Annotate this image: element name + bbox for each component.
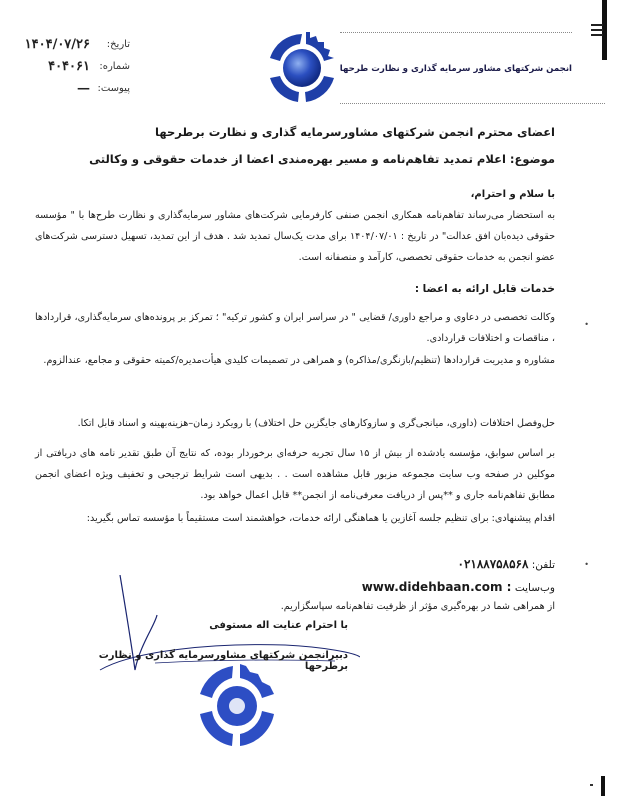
org-name: انجمن شرکتهای مشاور سرمایه گذاری و نظارت طرحها	[339, 64, 572, 74]
attachment-row	[20, 77, 130, 99]
addressee: اعضای محترم انجمن شرکتهای مشاورسرمایه گذاری و نظارت برطرحها	[155, 125, 555, 139]
page-corner-mark	[601, 776, 605, 796]
number-label: شماره:	[99, 60, 130, 72]
page-edge-lines	[591, 24, 603, 39]
header-divider-top	[340, 32, 572, 33]
scan-mark	[590, 784, 593, 786]
website-label: وب‌سایت	[514, 582, 555, 594]
header-divider-bottom	[340, 103, 605, 104]
letter-meta	[20, 33, 130, 99]
services-title: خدمات قابل ارائه به اعضا :	[414, 283, 555, 295]
gear-globe-logo-icon	[262, 28, 342, 108]
intro-paragraph: به استحضار می‌رساند تفاهم‌نامه همکاری انجمن صنفی کارفرمایی شرکت‌های مشاور سرمایه‌گذاری و نظارت طرح‌ها با " مؤسسه حقوقی دیده‌بان افق عدالت" در تاریخ : ۱۴۰۴/۰۷/۰۱ برای مدت یک‌سال تمدید شد . هدف از این تمدید، تسهیل دسترسی شرکت‌های عضو انجمن به خدمات حقوقی تخصصی، کارآمد و منصفانه است.	[35, 210, 555, 263]
bullet-icon: •	[584, 560, 589, 569]
service-item: وکالت تخصصی در دعاوی و مراجع داوری/ قضایی " در سراسر ایران و کشور ترکیه" ؛ تمرکز بر پرونده‌های سرمایه‌گذاری، قراردادها ، مناقصات و اختلافات قراردادی.	[35, 312, 555, 344]
bullet-icon: •	[584, 320, 589, 329]
website-link[interactable]: www.didehbaan.com :	[361, 580, 512, 594]
organization-stamp-icon	[178, 656, 298, 766]
date-value: ۱۴۰۴/۰۷/۲۶	[24, 36, 90, 52]
service-item: مشاوره و مدیریت قراردادها (تنظیم/بازنگری/مذاکره) و همراهی در تصمیمات کلیدی هیأت‌مدیره/کمیته حقوقی و مجامع، عندالزوم.	[43, 355, 555, 366]
subject-line: موضوع: اعلام تمدید تفاهم‌نامه و مسیر بهره‌مندی اعضا از خدمات حقوقی و وکالتی	[89, 152, 555, 166]
attachment-label: پیوست:	[97, 82, 130, 94]
number-value: ۴۰۴۰۶۱	[48, 58, 90, 74]
suggested-action: اقدام پیشنهادی: برای تنظیم جلسه آغازین یا هماهنگی ارائه خدمات، خواهشمند است مستقیماً با مؤسسه تماس بگیرید:	[86, 513, 555, 524]
date-label: تاریخ:	[106, 38, 130, 50]
background-paragraph: بر اساس سوابق، مؤسسه یادشده از بیش از ۱۵ سال تجربه حرفه‌ای برخوردار بوده، که نتایج آن طبق تقدیر نامه های دریافتی از موکلین در صفحه وب سایت مجموعه مزبور قابل مشاهده است . . بدیهی است شرایط ترجیحی و تخفیف ویژه اعضای انجمن مطابق تفاهم‌نامه جاری و **پس از دریافت معرفی‌نامه از انجمن** قابل اعمال خواهد بود.	[35, 448, 555, 501]
signer-title: دبیرانجمن شرکتهای مشاورسرمایه گذاری و نظارت برطرحها	[98, 650, 348, 672]
date-row	[20, 33, 130, 55]
phone-label: تلفن:	[531, 559, 555, 571]
signer-name: با احترام عنایت اله مستوفی	[209, 620, 348, 631]
number-row	[20, 55, 130, 77]
salutation: با سلام و احترام،	[470, 189, 555, 200]
thanks-line: از همراهی شما در بهره‌گیری مؤثر از ظرفیت تفاهم‌نامه سپاسگزاریم.	[280, 601, 555, 612]
service-item: حل‌وفصل اختلافات (داوری، میانجی‌گری و سازوکارهای جایگزین حل اختلاف) با رویکرد زمان–هزینه‌بهینه و اسناد قابل اتکا.	[77, 418, 555, 429]
phone-value[interactable]: ۰۲۱۸۸۷۵۸۵۶۸	[457, 557, 529, 571]
attachment-value: —	[77, 80, 90, 96]
phone-line	[35, 557, 555, 571]
